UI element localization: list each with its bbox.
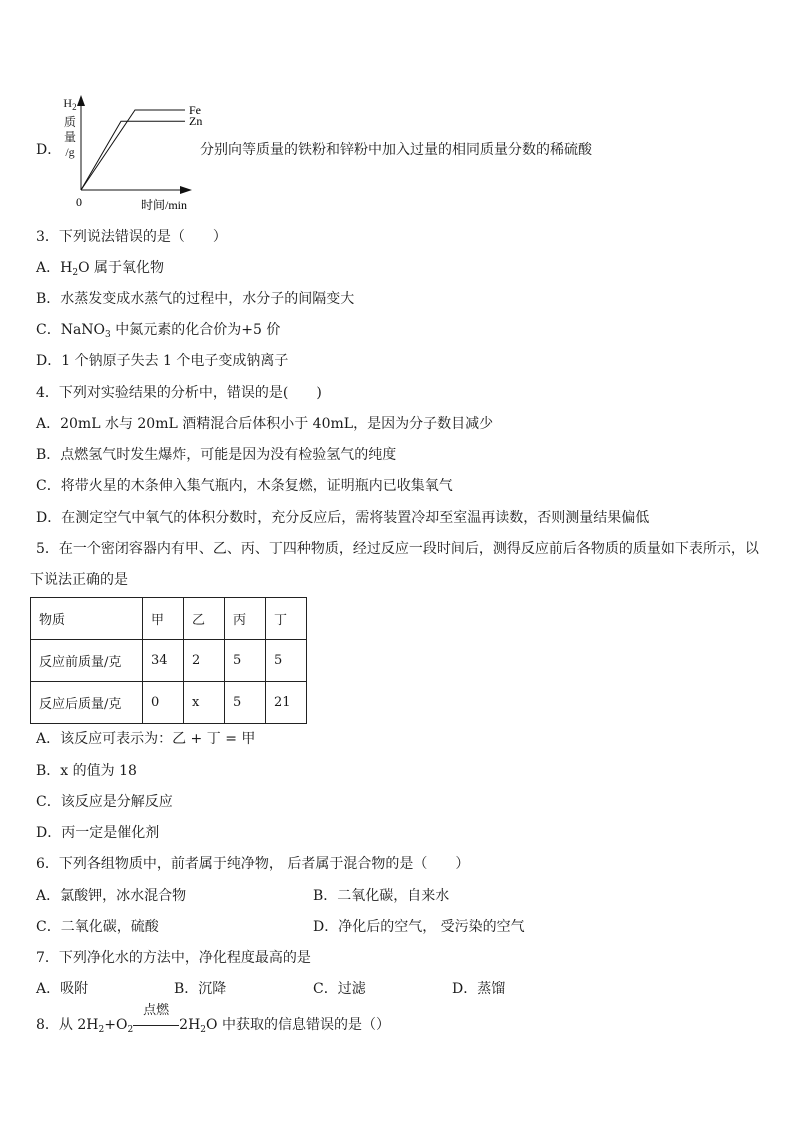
q5-stem-line2: 下说法正确的是 (30, 572, 128, 588)
q4-option-a: A．20mL 水与 20mL 酒精混合后体积小于 40mL，是因为分子数目减少 (36, 416, 494, 432)
q5-option-c: C．该反应是分解反应 (36, 794, 173, 810)
q3-option-d: D．1 个钠原子失去 1 个电子变成钠离子 (36, 353, 289, 369)
q6-option-d: D．净化后的空气， 受污染的空气 (313, 919, 525, 935)
q8-stem: 8．从 $2H_2+O_2$ 点燃 $2H_2O$ 中获取的信息错误的是（） (36, 1003, 390, 1035)
q7-option-b: B．沉降 (174, 981, 227, 997)
q4-option-d: D．在测定空气中氧气的体积分数时，充分反应后，需将装置冷却至室温再读数，否则测量结果偏低 (36, 510, 650, 526)
q8-prefix: 8．从 2H (36, 1017, 99, 1033)
reaction-condition: 点燃 (143, 1003, 170, 1018)
series-label-zn: Zn (189, 114, 203, 129)
series-line-zn (81, 121, 185, 190)
q6-option-c: C．二氧化碳，硫酸 (36, 919, 159, 935)
table-cell: 丁 (266, 598, 307, 640)
y-axis-label: $H_2$ 质 量 /g (63, 96, 77, 159)
table-row (31, 682, 307, 724)
x-axis-label: 时间/min (141, 198, 188, 212)
q2-option-d-description: 分别向等质量的铁粉和锌粉中加入过量的相同质量分数的稀硫酸 (200, 142, 592, 158)
table-cell: 2 (184, 640, 225, 682)
table-cell: 物质 (31, 598, 143, 640)
q4-option-b: B．点燃氢气时发生爆炸，可能是因为没有检验氢气的纯度 (36, 447, 397, 463)
table-header-row (31, 598, 307, 640)
table-cell: 反应后质量/克 (31, 682, 143, 724)
q6-option-b: B．二氧化碳，自来水 (313, 888, 450, 904)
table-cell: 乙 (184, 598, 225, 640)
q3-option-a: A．$H_2O$ 属于氧化物 (36, 260, 164, 278)
x-axis-arrow (180, 186, 192, 194)
table-cell: 34 (143, 640, 184, 682)
q3-stem: 3．下列说法错误的是（ ） (36, 229, 227, 245)
q3-option-b: B．水蒸发变成水蒸气的过程中，水分子的间隔变大 (36, 291, 355, 307)
q5-stem-line1: 5．在一个密闭容器内有甲、乙、丙、丁四种物质，经过反应一段时间后，测得反应前后各物质的质量如下表所示，以 (36, 541, 759, 557)
q4-option-c: C．将带火星的木条伸入集气瓶内，木条复燃，证明瓶内已收集氧气 (36, 478, 453, 494)
q2-option-d-label: D． (36, 142, 62, 158)
table-cell: x (184, 682, 225, 724)
reaction-arrow (133, 1003, 179, 1034)
table-cell: 丙 (225, 598, 266, 640)
table-cell: 21 (266, 682, 307, 724)
table-cell: 甲 (143, 598, 184, 640)
q4-stem: 4．下列对实验结果的分析中，错误的是( ) (36, 385, 322, 401)
q5-option-a: A．该反应可表示为：乙 + 丁 = 甲 (36, 731, 256, 747)
q6-stem: 6．下列各组物质中，前者属于纯净物， 后者属于混合物的是（ ） (36, 856, 470, 872)
origin-label: 0 (76, 195, 82, 209)
q5-option-d: D．丙一定是催化剂 (36, 825, 160, 841)
table-cell: 5 (225, 640, 266, 682)
series-label-fe: Fe (189, 103, 201, 117)
q7-stem: 7．下列净化水的方法中，净化程度最高的是 (36, 950, 311, 966)
q7-option-d: D．蒸馏 (452, 981, 506, 997)
q7-option-c: C．过滤 (313, 981, 366, 997)
series-line-fe (81, 110, 185, 190)
table-cell: 5 (225, 682, 266, 724)
q5-option-b: B．x 的值为 18 (36, 763, 137, 779)
q8-suffix: 中获取的信息错误的是（） (217, 1017, 390, 1033)
q7-option-a: A．吸附 (36, 981, 89, 997)
q6-option-a: A．氯酸钾，冰水混合物 (36, 888, 187, 904)
table-cell: 5 (266, 640, 307, 682)
q3-option-c: C．NaNO$_3$ 中氮元素的化合价为+5 价 (36, 322, 281, 340)
table-cell: 反应前质量/克 (31, 640, 143, 682)
mass-table (30, 597, 307, 724)
table-cell: 0 (143, 682, 184, 724)
table-row (31, 640, 307, 682)
